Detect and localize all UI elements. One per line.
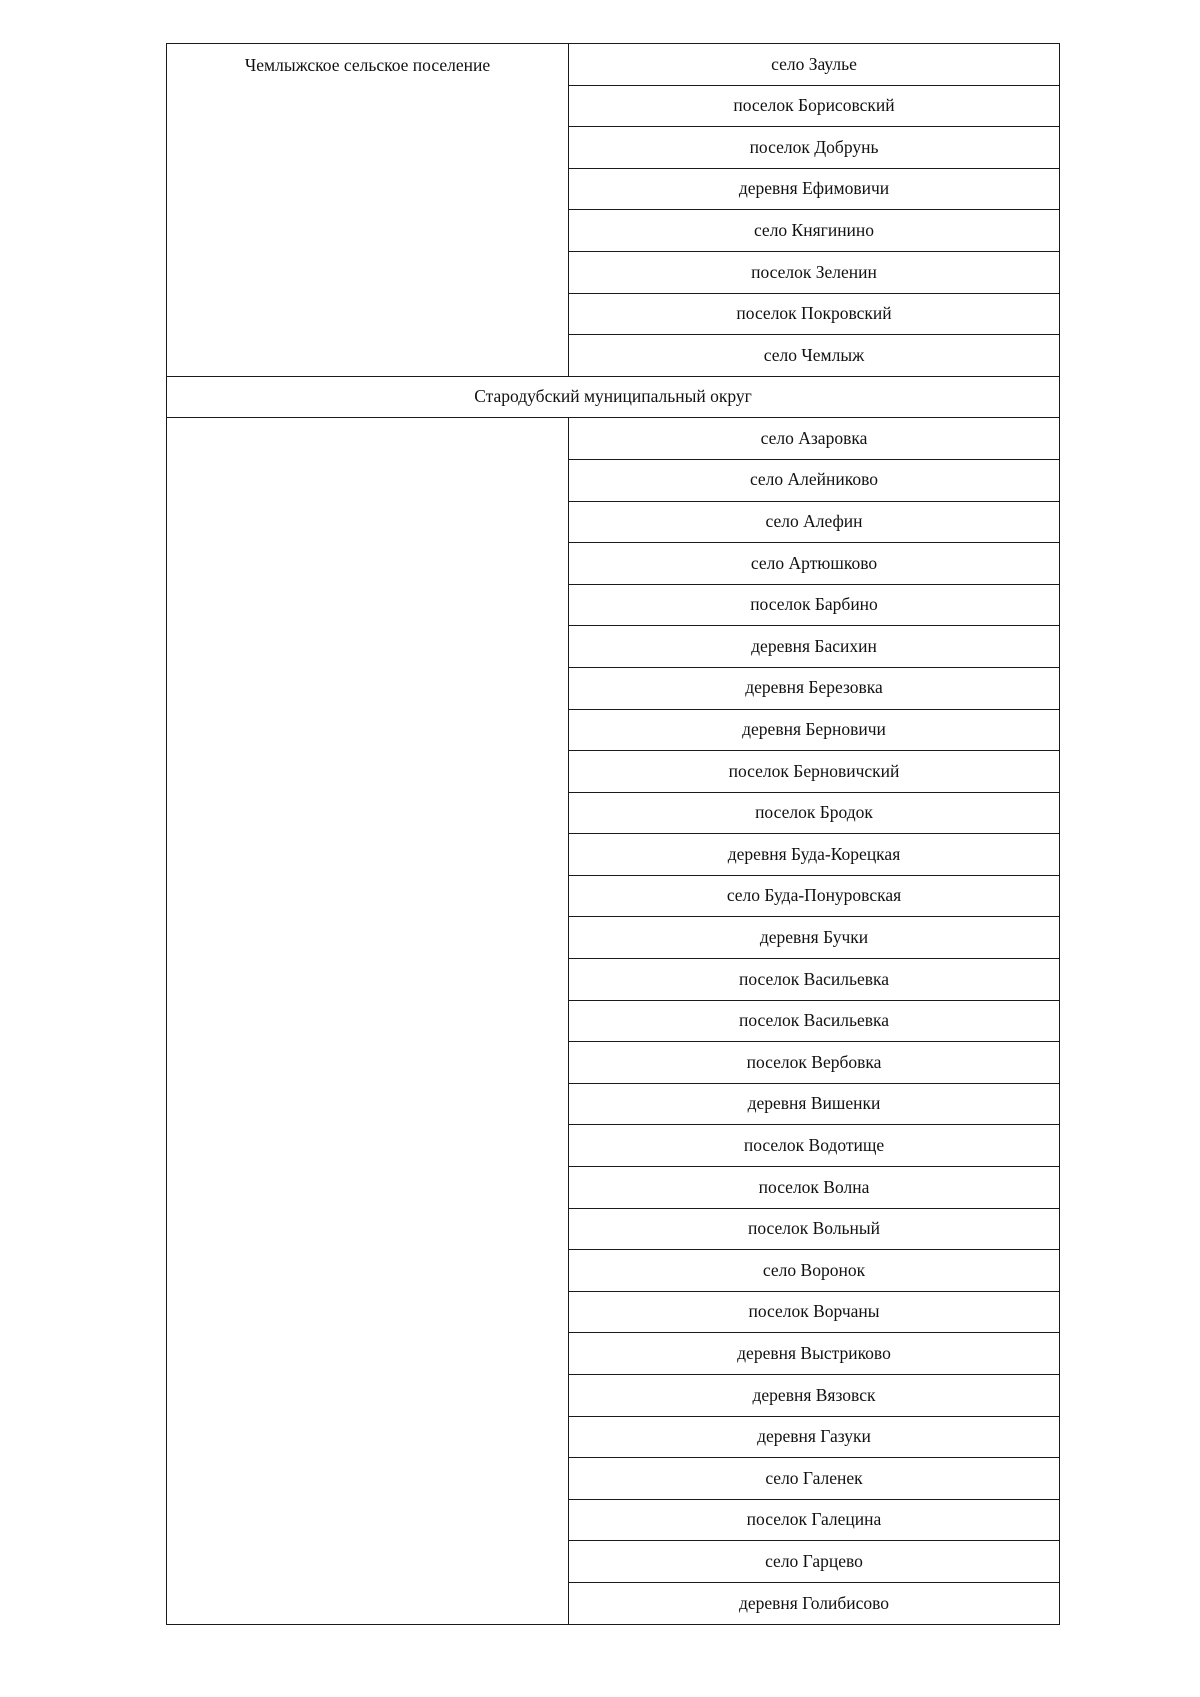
locality-name: поселок Ворчаны: [569, 1291, 1060, 1333]
locality-name: деревня Басихин: [569, 626, 1060, 668]
locality-name: деревня Газуки: [569, 1416, 1060, 1458]
locality-name: поселок Васильевка: [569, 1000, 1060, 1042]
locality-name: село Чемлыж: [569, 335, 1060, 377]
locality-name: поселок Добрунь: [569, 127, 1060, 169]
settlement-cell: [167, 418, 569, 1624]
district-row: [167, 376, 1060, 418]
locality-name: деревня Выстриково: [569, 1333, 1060, 1375]
locality-name: деревня Ефимовичи: [569, 168, 1060, 210]
locality-name: поселок Берновичский: [569, 751, 1060, 793]
settlement-name: [167, 418, 568, 431]
settlements-table-body: [167, 44, 1060, 1625]
locality-name: поселок Покровский: [569, 293, 1060, 335]
locality-name: село Артюшково: [569, 543, 1060, 585]
locality-name: деревня Вязовск: [569, 1375, 1060, 1417]
locality-name: поселок Вольный: [569, 1208, 1060, 1250]
settlement-name: Чемлыжское сельское поселение: [244, 55, 491, 75]
table-row: [167, 418, 1060, 460]
district-name: Стародубский муниципальный округ: [167, 376, 1060, 418]
locality-name: деревня Берновичи: [569, 709, 1060, 751]
locality-name: село Буда-Понуровская: [569, 875, 1060, 917]
locality-name: деревня Буда-Корецкая: [569, 834, 1060, 876]
locality-name: деревня Бучки: [569, 917, 1060, 959]
locality-name: поселок Бродок: [569, 792, 1060, 834]
locality-name: село Воронок: [569, 1250, 1060, 1292]
locality-name: село Княгинино: [569, 210, 1060, 252]
table-row: [167, 44, 1060, 86]
locality-name: поселок Барбино: [569, 584, 1060, 626]
locality-name: село Азаровка: [569, 418, 1060, 460]
locality-name: деревня Голибисово: [569, 1582, 1060, 1624]
locality-name: поселок Галецина: [569, 1499, 1060, 1541]
locality-name: поселок Зеленин: [569, 251, 1060, 293]
locality-name: поселок Борисовский: [569, 85, 1060, 127]
locality-name: деревня Вишенки: [569, 1083, 1060, 1125]
locality-name: поселок Васильевка: [569, 959, 1060, 1001]
locality-name: деревня Березовка: [569, 667, 1060, 709]
locality-name: село Гарцево: [569, 1541, 1060, 1583]
locality-name: поселок Водотище: [569, 1125, 1060, 1167]
settlements-table: [166, 43, 1060, 1625]
locality-name: село Алейниково: [569, 459, 1060, 501]
locality-name: село Заулье: [569, 44, 1060, 86]
locality-name: поселок Вербовка: [569, 1042, 1060, 1084]
settlement-cell: [167, 44, 569, 377]
locality-name: село Алефин: [569, 501, 1060, 543]
locality-name: поселок Волна: [569, 1167, 1060, 1209]
locality-name: село Галенек: [569, 1458, 1060, 1500]
